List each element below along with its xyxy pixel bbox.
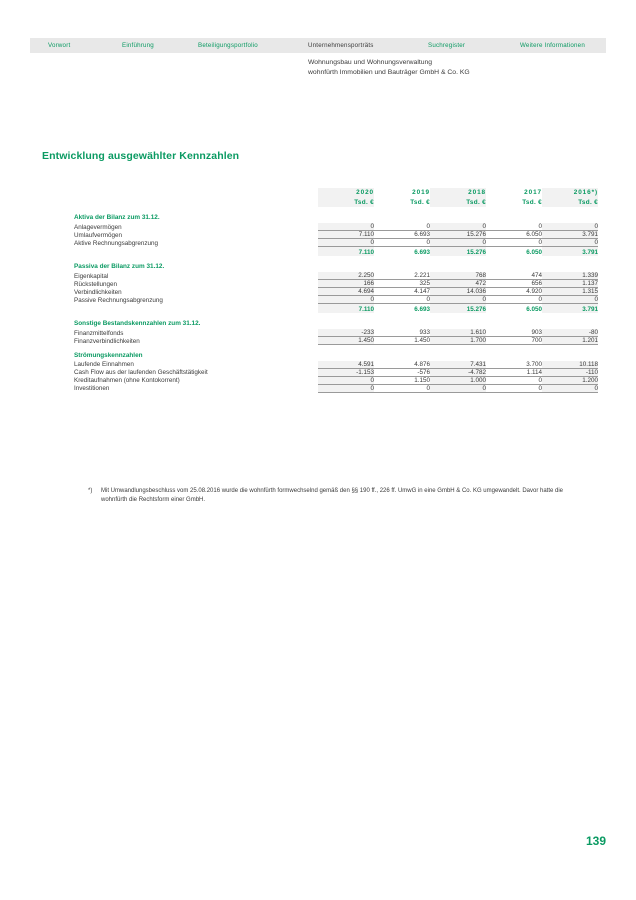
- row-value: -1.153: [318, 368, 374, 376]
- table-group-header: [74, 256, 598, 272]
- total-value: 15.276: [430, 304, 486, 314]
- row-value: 325: [374, 280, 430, 288]
- row-value: 4.694: [318, 288, 374, 296]
- row-value: 700: [486, 337, 542, 345]
- row-label: Laufende Einnahmen: [74, 361, 134, 368]
- row-value: 7.431: [430, 361, 486, 369]
- row-value: 0: [374, 239, 430, 247]
- row-value: 14.036: [430, 288, 486, 296]
- row-value: 656: [486, 280, 542, 288]
- nav-item-unternehmensportraets[interactable]: Unternehmensporträts: [308, 42, 374, 49]
- column-header-2017: [486, 188, 542, 207]
- group-title-aktiva: Aktiva der Bilanz zum 31.12.: [74, 214, 160, 221]
- total-value: 15.276: [430, 247, 486, 257]
- column-unit: Tsd. €: [578, 198, 598, 206]
- row-value: -576: [374, 368, 430, 376]
- column-year: 2016*): [573, 189, 598, 196]
- column-unit: Tsd. €: [354, 198, 374, 206]
- header-empty-cell: [74, 188, 318, 207]
- row-label: Investitionen: [74, 385, 110, 392]
- table-header-row: [74, 188, 598, 207]
- table-body: [74, 207, 598, 392]
- group-spacer-cell: [374, 345, 430, 361]
- row-value: 0: [318, 239, 374, 247]
- group-title-passiva: Passiva der Bilanz zum 31.12.: [74, 263, 165, 270]
- row-value: 0: [318, 384, 374, 392]
- nav-item-weitere-informationen[interactable]: Weitere Informationen: [520, 42, 585, 49]
- row-value: 4.920: [486, 288, 542, 296]
- group-spacer-cell: [318, 256, 374, 272]
- row-label: Eigenkapital: [74, 272, 109, 280]
- total-value: 3.791: [542, 304, 598, 314]
- total-value: 6.693: [414, 306, 430, 313]
- row-value: 0: [486, 223, 542, 231]
- column-header-2018: [430, 188, 486, 207]
- group-spacer-cell: [374, 313, 430, 329]
- row-label: Finanzmittelfonds: [74, 329, 124, 337]
- table-row: [74, 361, 598, 369]
- row-value: 0: [318, 223, 374, 231]
- group-spacer-cell: [542, 207, 598, 223]
- nav-item-einfuehrung[interactable]: Einführung: [122, 42, 154, 49]
- nav-item-vorwort[interactable]: Vorwort: [48, 42, 71, 49]
- row-value: 3.791: [542, 231, 598, 239]
- table-group-header: [74, 345, 598, 361]
- nav-item-beteiligungsportfolio[interactable]: Beteiligungsportfolio: [198, 42, 258, 49]
- row-value: 0: [542, 223, 598, 231]
- row-value: 1.114: [486, 368, 542, 376]
- row-value: -233: [318, 329, 374, 337]
- table-row: [74, 223, 598, 231]
- row-value: 1.339: [542, 272, 598, 280]
- table-group-header: [74, 207, 598, 223]
- row-label: Verbindlichkeiten: [74, 288, 122, 296]
- row-value: 0: [542, 239, 598, 247]
- table-row: [74, 288, 598, 296]
- column-header-2020: [318, 188, 374, 207]
- table-row: [74, 239, 598, 247]
- table-row: [74, 296, 598, 304]
- row-value: 4.876: [374, 361, 430, 369]
- row-value: 0: [486, 384, 542, 392]
- column-unit: Tsd. €: [466, 198, 486, 206]
- table-row: [74, 368, 598, 376]
- group-spacer-cell: [318, 313, 374, 329]
- row-value: 1.201: [542, 337, 598, 345]
- row-label: Umlaufvermögen: [74, 231, 122, 239]
- group-spacer-cell: [486, 345, 542, 361]
- row-label: Cash Flow aus der laufenden Geschäftstätigkeit: [74, 369, 208, 376]
- table-row: [74, 376, 598, 384]
- row-value: 1.450: [318, 337, 374, 345]
- row-value: 0: [374, 384, 430, 392]
- row-value: 6.693: [374, 231, 430, 239]
- row-value: 0: [430, 239, 486, 247]
- group-spacer-cell: [542, 256, 598, 272]
- row-value: -80: [542, 329, 598, 337]
- total-value: 6.693: [414, 249, 430, 256]
- header-company: wohnfürth Immobilien und Bauträger GmbH & Co. KG: [308, 69, 470, 76]
- row-value: 0: [542, 384, 598, 392]
- table-row: [74, 337, 598, 345]
- column-year: 2019: [412, 189, 430, 196]
- group-spacer-cell: [486, 256, 542, 272]
- group-spacer-cell: [542, 313, 598, 329]
- table-row: [74, 280, 598, 288]
- total-label: [74, 247, 318, 257]
- row-value: 0: [430, 384, 486, 392]
- group-spacer-cell: [430, 256, 486, 272]
- total-label: [74, 304, 318, 314]
- group-title-sonstige: Sonstige Bestandskennzahlen zum 31.12.: [74, 320, 201, 327]
- kennzahlen-table: [74, 188, 598, 393]
- column-year: 2017: [524, 189, 542, 196]
- row-label: Finanzverbindlichkeiten: [74, 337, 140, 345]
- footnote-text: Mit Umwandlungsbeschluss vom 25.08.2016 wurde die wohnfürth formwechselnd gemäß den §§ 190 ff., 226 ff. UmwG in eine GmbH & Co. KG umgewandelt. Davor hatte die wohnfürth die Rechtsform einer GmbH.: [101, 488, 564, 503]
- row-value: 1.610: [430, 329, 486, 337]
- total-value: 6.050: [526, 249, 542, 256]
- row-value: 4.147: [374, 288, 430, 296]
- group-spacer-cell: [486, 313, 542, 329]
- table-row: [74, 272, 598, 280]
- row-value: 0: [374, 223, 430, 231]
- group-spacer-cell: [374, 256, 430, 272]
- row-value: 166: [318, 280, 374, 288]
- table-total-row: [74, 304, 598, 314]
- row-value: 903: [486, 329, 542, 337]
- total-value: 3.791: [542, 247, 598, 257]
- row-label: Passive Rechnungsabgrenzung: [74, 296, 163, 304]
- row-value: 0: [542, 296, 598, 304]
- row-value: 472: [430, 280, 486, 288]
- row-value: 1.000: [430, 376, 486, 384]
- row-value: 0: [318, 376, 374, 384]
- row-value: 1.700: [430, 337, 486, 345]
- top-navigation: [30, 38, 606, 53]
- group-title-stroemung: Strömungskennzahlen: [74, 351, 143, 359]
- row-value: 2.250: [318, 272, 374, 280]
- row-value: 0: [486, 239, 542, 247]
- row-value: 6.050: [486, 231, 542, 239]
- row-label: Kreditaufnahmen (ohne Kontokorrent): [74, 377, 180, 384]
- column-header-2019: [374, 188, 430, 207]
- footnote-marker: *): [88, 488, 93, 494]
- row-value: 10.118: [542, 361, 598, 369]
- group-spacer-cell: [318, 345, 374, 361]
- row-value: 1.315: [542, 288, 598, 296]
- row-value: 3.700: [486, 361, 542, 369]
- row-value: 1.450: [374, 337, 430, 345]
- table-row: [74, 384, 598, 392]
- total-value: 6.050: [526, 306, 542, 313]
- column-unit: Tsd. €: [410, 198, 430, 206]
- row-value: 768: [430, 272, 486, 280]
- row-value: 0: [430, 296, 486, 304]
- row-value: 7.110: [318, 231, 374, 239]
- group-spacer-cell: [486, 207, 542, 223]
- kennzahlen-table-wrapper: [74, 188, 598, 393]
- table-row: [74, 329, 598, 337]
- group-spacer-cell: [542, 345, 598, 361]
- row-value: 15.276: [430, 231, 486, 239]
- row-value: 474: [486, 272, 542, 280]
- row-value: 2.221: [374, 272, 430, 280]
- row-value: 933: [374, 329, 430, 337]
- column-year: 2018: [468, 189, 486, 196]
- table-header: [74, 188, 598, 207]
- column-year: 2020: [356, 189, 374, 196]
- page-number: 139: [585, 834, 606, 848]
- row-label: Anlagevermögen: [74, 223, 122, 231]
- row-value: 1.150: [374, 376, 430, 384]
- row-value: 1.200: [542, 376, 598, 384]
- group-spacer-cell: [318, 207, 374, 223]
- total-value: 7.110: [318, 304, 374, 314]
- row-value: 0: [318, 296, 374, 304]
- nav-item-suchregister[interactable]: Suchregister: [428, 42, 466, 49]
- row-value: 0: [486, 376, 542, 384]
- footnote: [88, 487, 588, 505]
- group-spacer-cell: [430, 345, 486, 361]
- column-header-2016: [542, 188, 598, 207]
- group-spacer-cell: [430, 207, 486, 223]
- table-total-row: [74, 247, 598, 257]
- group-spacer-cell: [430, 313, 486, 329]
- row-value: 0: [430, 223, 486, 231]
- row-value: 0: [486, 296, 542, 304]
- page-title: Entwicklung ausgewählter Kennzahlen: [42, 150, 240, 162]
- table-row: [74, 231, 598, 239]
- row-value: -110: [542, 368, 598, 376]
- row-value: 1.137: [542, 280, 598, 288]
- column-unit: Tsd. €: [522, 198, 542, 206]
- group-spacer-cell: [374, 207, 430, 223]
- document-subheader: [308, 58, 470, 78]
- row-label: Rückstellungen: [74, 280, 118, 288]
- table-group-header: [74, 313, 598, 329]
- row-value: 4.591: [318, 361, 374, 369]
- row-value: -4.782: [430, 368, 486, 376]
- row-label: Aktive Rechnungsabgrenzung: [74, 239, 159, 247]
- header-category: Wohnungsbau und Wohnungsverwaltung: [308, 59, 433, 66]
- total-value: 7.110: [318, 247, 374, 257]
- row-value: 0: [374, 296, 430, 304]
